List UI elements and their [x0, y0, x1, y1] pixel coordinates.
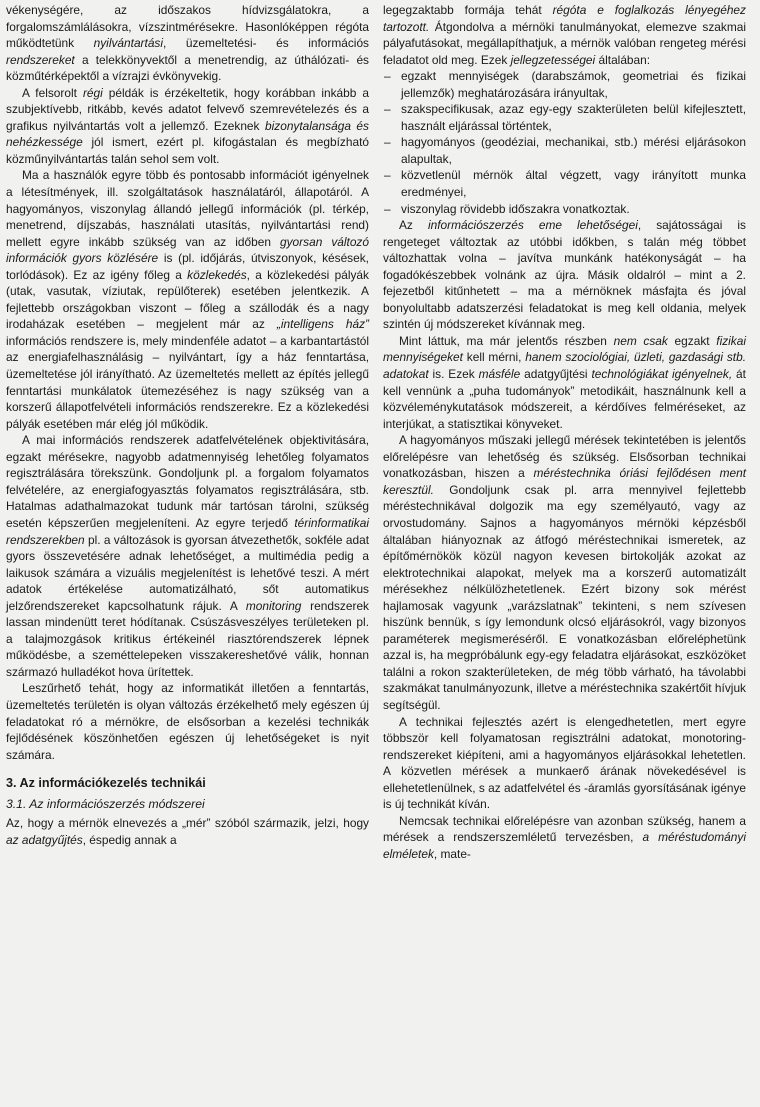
list-item: – egzakt mennyiségek (darabszámok, geometriai és fizikai jellemzők) meghatározására irányultak, — [383, 68, 746, 101]
subsection-heading: 3.1. Az információszerzés módszerei — [6, 796, 205, 811]
paragraph: A hagyományos műszaki jellegű mérések tekintetében is jelentős előrelépésre van lehetőség és szükség. Elsősorban technikai vonatkozásban, hiszen a méréstechnika óriási fejlődésen ment keresztül. Gondoljunk csak pl. arra mennyivel fejlettebb méréstechnikával dolgozik ma egy személyautó, vagy az orvostudomány. Sajnos a hagyományos mérnöki képzésből általában hiányoznak az átfogó méréstechnikai ismeretek, az építőmérnökök közül nagyon kevesen birtokolják azokat az elektrotechnikai alapokat, melyek ma a korszerű automatizált mérésekhez nélkülözhetetlenek. Ezért bizony sok mérést hajlamosak vagyunk „varázslatnak” tekinteni, s nem szívesen hiszünk bennük, s így lemondunk olcsó eljárásokról, vagy bizonyos paraméterek megismeréséről. E vonatkozásban előreléphetünk azzal is, ha megpróbálunk egy-egy feladatra eljárásokat, eszközöket találni a rokon szakterületeken, de még több várható, ha távolabbi szakmákat tanulmányozunk, illetve a méréstechnika szakértőit hívjuk segítségül. — [383, 433, 746, 712]
left-column — [6, 2, 369, 1107]
paragraph: A mai információs rendszerek adatfelvételének objektivitására, egzakt mérésekre, nagyobb adatmennyiség lehetőleg folyamatos regisztrálására törekszünk. Gondoljunk pl. a forgalom folyamatos felvételére, az energiafogyasztás folyamatos regisztrálására, stb. Hatalmas adathalmazokat tudunk már tartósan tárolni, szükség esetén képszerűen megjeleníteni. Az egyre terjedő térinformatikai rendszerekben pl. a változások is gyorsan átvezethetők, sokféle adat gyors összevetésére adnak lehetőséget, a multimédia pedig a laikusok számára a vizuális megjelenítést is lehetővé teszi. A mért adatok értékelése automatizálható, sőt automatikus jelzőrendszereket kapcsolhatunk rájuk. A monitoring rendszerek lassan mindenütt teret hódítanak. Csúszásveszélyes területeken pl. a talajmozgások kritikus értékeinél riasztórendszerek lépnek működésbe, a szeméttelepeken visszakereshetővé válik, honnan származó hulladékot hova ürítettek. — [6, 433, 370, 679]
paragraph: A technikai fejlesztés azért is elengedhetetlen, mert egyre többször kell folyamatosan regisztrálni adatokat, monotoring-rendszereket kiépíteni, ami a hagyományos eljárásokkal lehetetlen. A közvetlen mérések a munkaerő árának növekedésével is ellehetetlenülnek, s az adatfelvétel és -áramlás gyorsításának igénye is új technikát kíván. — [383, 714, 746, 812]
right-column — [383, 2, 746, 1107]
section-heading: 3. Az információkezelés technikái — [6, 776, 206, 791]
characteristics-list — [383, 68, 746, 217]
paragraph: Leszűrhető tehát, hogy az informatikát illetően a fenntartás, üzemeltetés területén is olyan változás érzékelhető mely egészen új feladatokat ró a mérnökre, de elsősorban a kezelési technikák fejlődésének köszönhetően egészen új lehetőségeket is nyit számára. — [6, 681, 369, 762]
list-item: – viszonylag rövidebb időszakra vonatkoztak. — [383, 201, 746, 218]
paragraph: legegzaktabb formája tehát régóta e foglalkozás lényegéhez tartozott. Átgondolva a mérnöki tanulmányokat, elemezve szakmai pályafutásokat, megállapíthatjuk, a mérnök valóban rengeteg mérési feladatot old meg. Ezek jellegzetességei általában: — [383, 3, 746, 67]
paragraph: vékenységére, az időszakos hídvizsgálatokra, a forgalomszámlálásokra, vízszintmérésekre. Hasonlóképpen régóta működtetünk nyilvántartási, üzemeltetési- és információs rendszereket a telekkönyvektől a menetrendig, az úthálózati- és közműtérképektől a vízrajzi évkönyvekig. — [6, 3, 370, 84]
paragraph: Ma a használók egyre több és pontosabb információt igényelnek a létesítmények, ill. szolgáltatások használatáról, állapotáról. A hagyományos, viszonylag állandó jellegű információk (pl. térkép, menetrend, díjszabás, használati utasítás, nyilvántartási rend) mellett egyre inkább szükség van az időben gyorsan változó információk gyors közlésére is (pl. időjárás, útviszonyok, késések, torlódások). Ez az igény főleg a közlekedés, a közlekedési pályák (utak, vasutak, víziutak, repülőterek) esetében jelentkezik. A fejlettebb országokban viszont – főleg a szállodák és a nagy irodaházak esetében – megjelent már az „intelligens ház” információs rendszere is, mely mindenféle adatot – a karbantartástól az energiafelhasználásig – nyilvántart, így a ház fenntartása, üzemeltetése jól irányítható. Az üzemeltetés mellett az építés jellegű fenntartási munkálatok ütemezéséhez is nagy szükség van a korszerű állapotfelvételi információs rendszerekre. Ez a közlekedési pályák esetében már elég jól működik. — [6, 168, 369, 431]
paragraph: Mint láttuk, ma már jelentős részben nem csak egzakt fizikai mennyiségeket kell mérni, hanem szociológiai, üzleti, gazdasági stb. adatokat is. Ezek másféle adatgyűjtési technológiákat igényelnek, át kell vennünk a „puha tudományok” metodikáit, használnunk kell a közvéleménykutatások módszereit, a kérdőíves felméréseket, az interjúkat, a statisztikai könyveket. — [383, 333, 746, 431]
paragraph: Az információszerzés eme lehetőségei, sajátosságai is rengeteget változtak az utóbbi időkben, s talán még többet változhattak volna – javítva munkánk hatékonyságát – ha fogadókészebbek volnánk az újra. Másik oldalról – mint a 2. fejezetből kitűnhetett – ma a mérnöknek másfajta és jóval bonyolultabb adatszerzési feladatokat is meg kell oldania, melyek szintén új módszereket kívánnak meg. — [383, 218, 746, 332]
paragraph: Nemcsak technikai előrelépésre van azonban szükség, hanem a mérések a rendszerszemléletű tervezésben, a méréstudományi elméletek, mate- — [383, 813, 746, 861]
list-item: – hagyományos (geodéziai, mechanikai, stb.) mérési eljárásokon alapultak, — [383, 134, 746, 167]
paragraph: A felsorolt régi példák is érzékeltetik, hogy korábban inkább a szubjektívebb, ritkább, kevés adatot felvevő szemrevételezés és a grafikus nyilvántartás volt a jellemző. Ezeknek bizonytalansága és nehézkessége jól ismert, ezért pl. kifogástalan és megbízható közműnyilvántartás talán sehol sem volt. — [6, 85, 369, 166]
list-item: – közvetlenül mérnök által végzett, vagy irányított munka eredményei, — [383, 167, 746, 200]
list-item: – szakspecifikusak, azaz egy-egy szakterületen belül kifejlesztett, használt eljárással történtek, — [383, 101, 746, 134]
paragraph: Az, hogy a mérnök elnevezés a „mér” szóból származik, jelzi, hogy az adatgyűjtés, éspedig annak a — [6, 816, 369, 847]
